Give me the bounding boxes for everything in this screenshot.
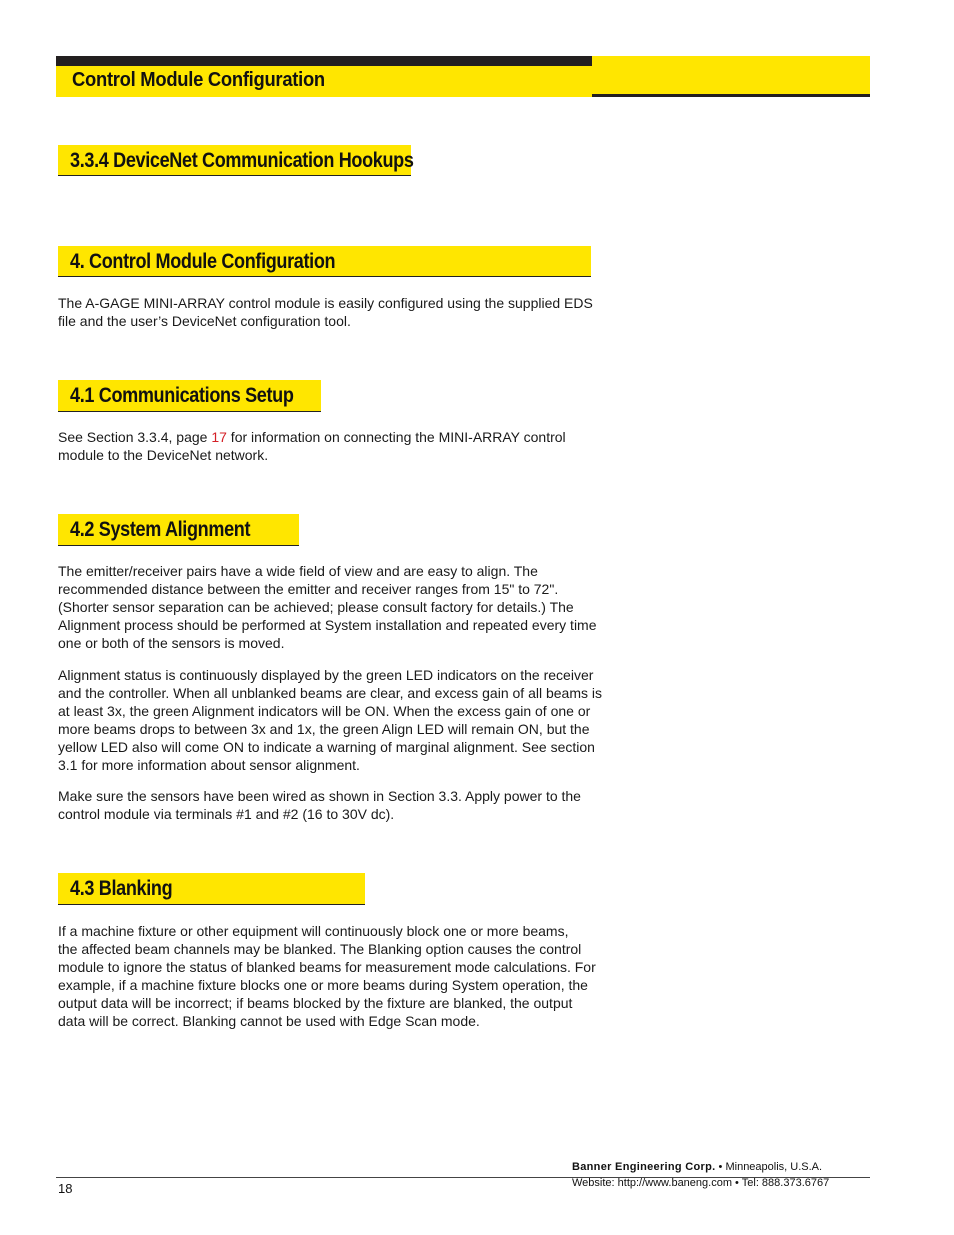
company-location: • Minneapolis, U.S.A. [715, 1161, 823, 1173]
header-black-bar [56, 56, 592, 66]
header-yellow-block [592, 56, 870, 94]
page-header-title: Control Module Configuration [72, 69, 325, 91]
section-heading-3-3-4 [58, 145, 414, 176]
text-line: If a machine fixture or other equipment will continuously block one or more beams, [58, 923, 569, 939]
text-line: Make sure the sensors have been wired as shown in Section 3.3. Apply power to the [58, 788, 581, 804]
footer-website: Website: http://www.baneng.com • Tel: 888.373.6767 [572, 1177, 830, 1189]
text-line: The A-GAGE MINI-ARRAY control module is easily configured using the supplied EDS [58, 295, 593, 311]
text-line: recommended distance between the emitter and receiver ranges from 15" to 72". [58, 581, 559, 597]
text-line [58, 428, 598, 446]
company-name: Banner Engineering Corp. [572, 1161, 716, 1173]
text-fragment: See Section 3.3.4, page [58, 429, 212, 445]
section-heading-4-3 [58, 873, 365, 905]
text-line: Alignment status is continuously displayed by the green LED indicators on the receiver [58, 667, 594, 683]
text-line: The emitter/receiver pairs have a wide field of view and are easy to align. The [58, 563, 538, 579]
text-fragment: for information on connecting the MINI-ARRAY control [226, 429, 566, 445]
footer-company [572, 1161, 822, 1173]
section-4-1-body [58, 428, 598, 464]
text-line: module to ignore the status of blanked beams for measurement mode calculations. For [58, 959, 596, 975]
text-line: the affected beam channels may be blanked. The Blanking option causes the control [58, 941, 582, 957]
section-title: 4.2 System Alignment [70, 518, 251, 541]
section-4-2-para-1 [58, 562, 598, 652]
page-link-17[interactable]: 17 [211, 429, 227, 445]
text-line: at least 3x, the green Alignment indicators will be ON. When the excess gain of one or [58, 703, 591, 719]
text-line: example, if a machine fixture blocks one or more beams during System operation, the [58, 977, 588, 993]
section-4-2-para-2 [58, 666, 602, 774]
section-4-3-body [58, 922, 598, 1030]
text-line: and the controller. When all unblanked beams are clear, and excess gain of all beams is [58, 685, 602, 701]
text-line: yellow LED also will come ON to indicate a warning of marginal alignment. See section [58, 739, 595, 755]
text-line: control module via terminals #1 and #2 (16 to 30V dc). [58, 806, 395, 822]
text-line: module to the DeviceNet network. [58, 447, 269, 463]
header-black-rule [592, 94, 870, 97]
section-title: 4.3 Blanking [70, 877, 173, 900]
text-line: Alignment process should be performed at System installation and repeated every time [58, 617, 597, 633]
footer-rule-left [56, 1177, 569, 1178]
section-heading-4-2 [58, 514, 299, 546]
section-heading-4 [58, 246, 591, 277]
section-title: 3.3.4 DeviceNet Communication Hookups [70, 149, 414, 172]
section-4-2-para-3 [58, 787, 598, 823]
section-title: 4.1 Communications Setup [70, 384, 294, 407]
section-heading-4-1 [58, 380, 321, 412]
text-line: one or both of the sensors is moved. [58, 635, 285, 651]
section-title: 4. Control Module Configuration [70, 250, 336, 273]
text-line: output data will be incorrect; if beams blocked by the fixture are blanked, the output [58, 995, 573, 1011]
text-line: 3.1 for more information about sensor alignment. [58, 757, 360, 773]
section-4-body [58, 294, 598, 330]
page-number: 18 [58, 1181, 73, 1196]
text-line: data will be correct. Blanking cannot be used with Edge Scan mode. [58, 1013, 480, 1029]
text-line: more beams drops to between 3x and 1x, the green Align LED will remain ON, but the [58, 721, 590, 737]
text-line: file and the user’s DeviceNet configuration tool. [58, 313, 351, 329]
text-line: (Shorter sensor separation can be achieved; please consult factory for details.) The [58, 599, 574, 615]
